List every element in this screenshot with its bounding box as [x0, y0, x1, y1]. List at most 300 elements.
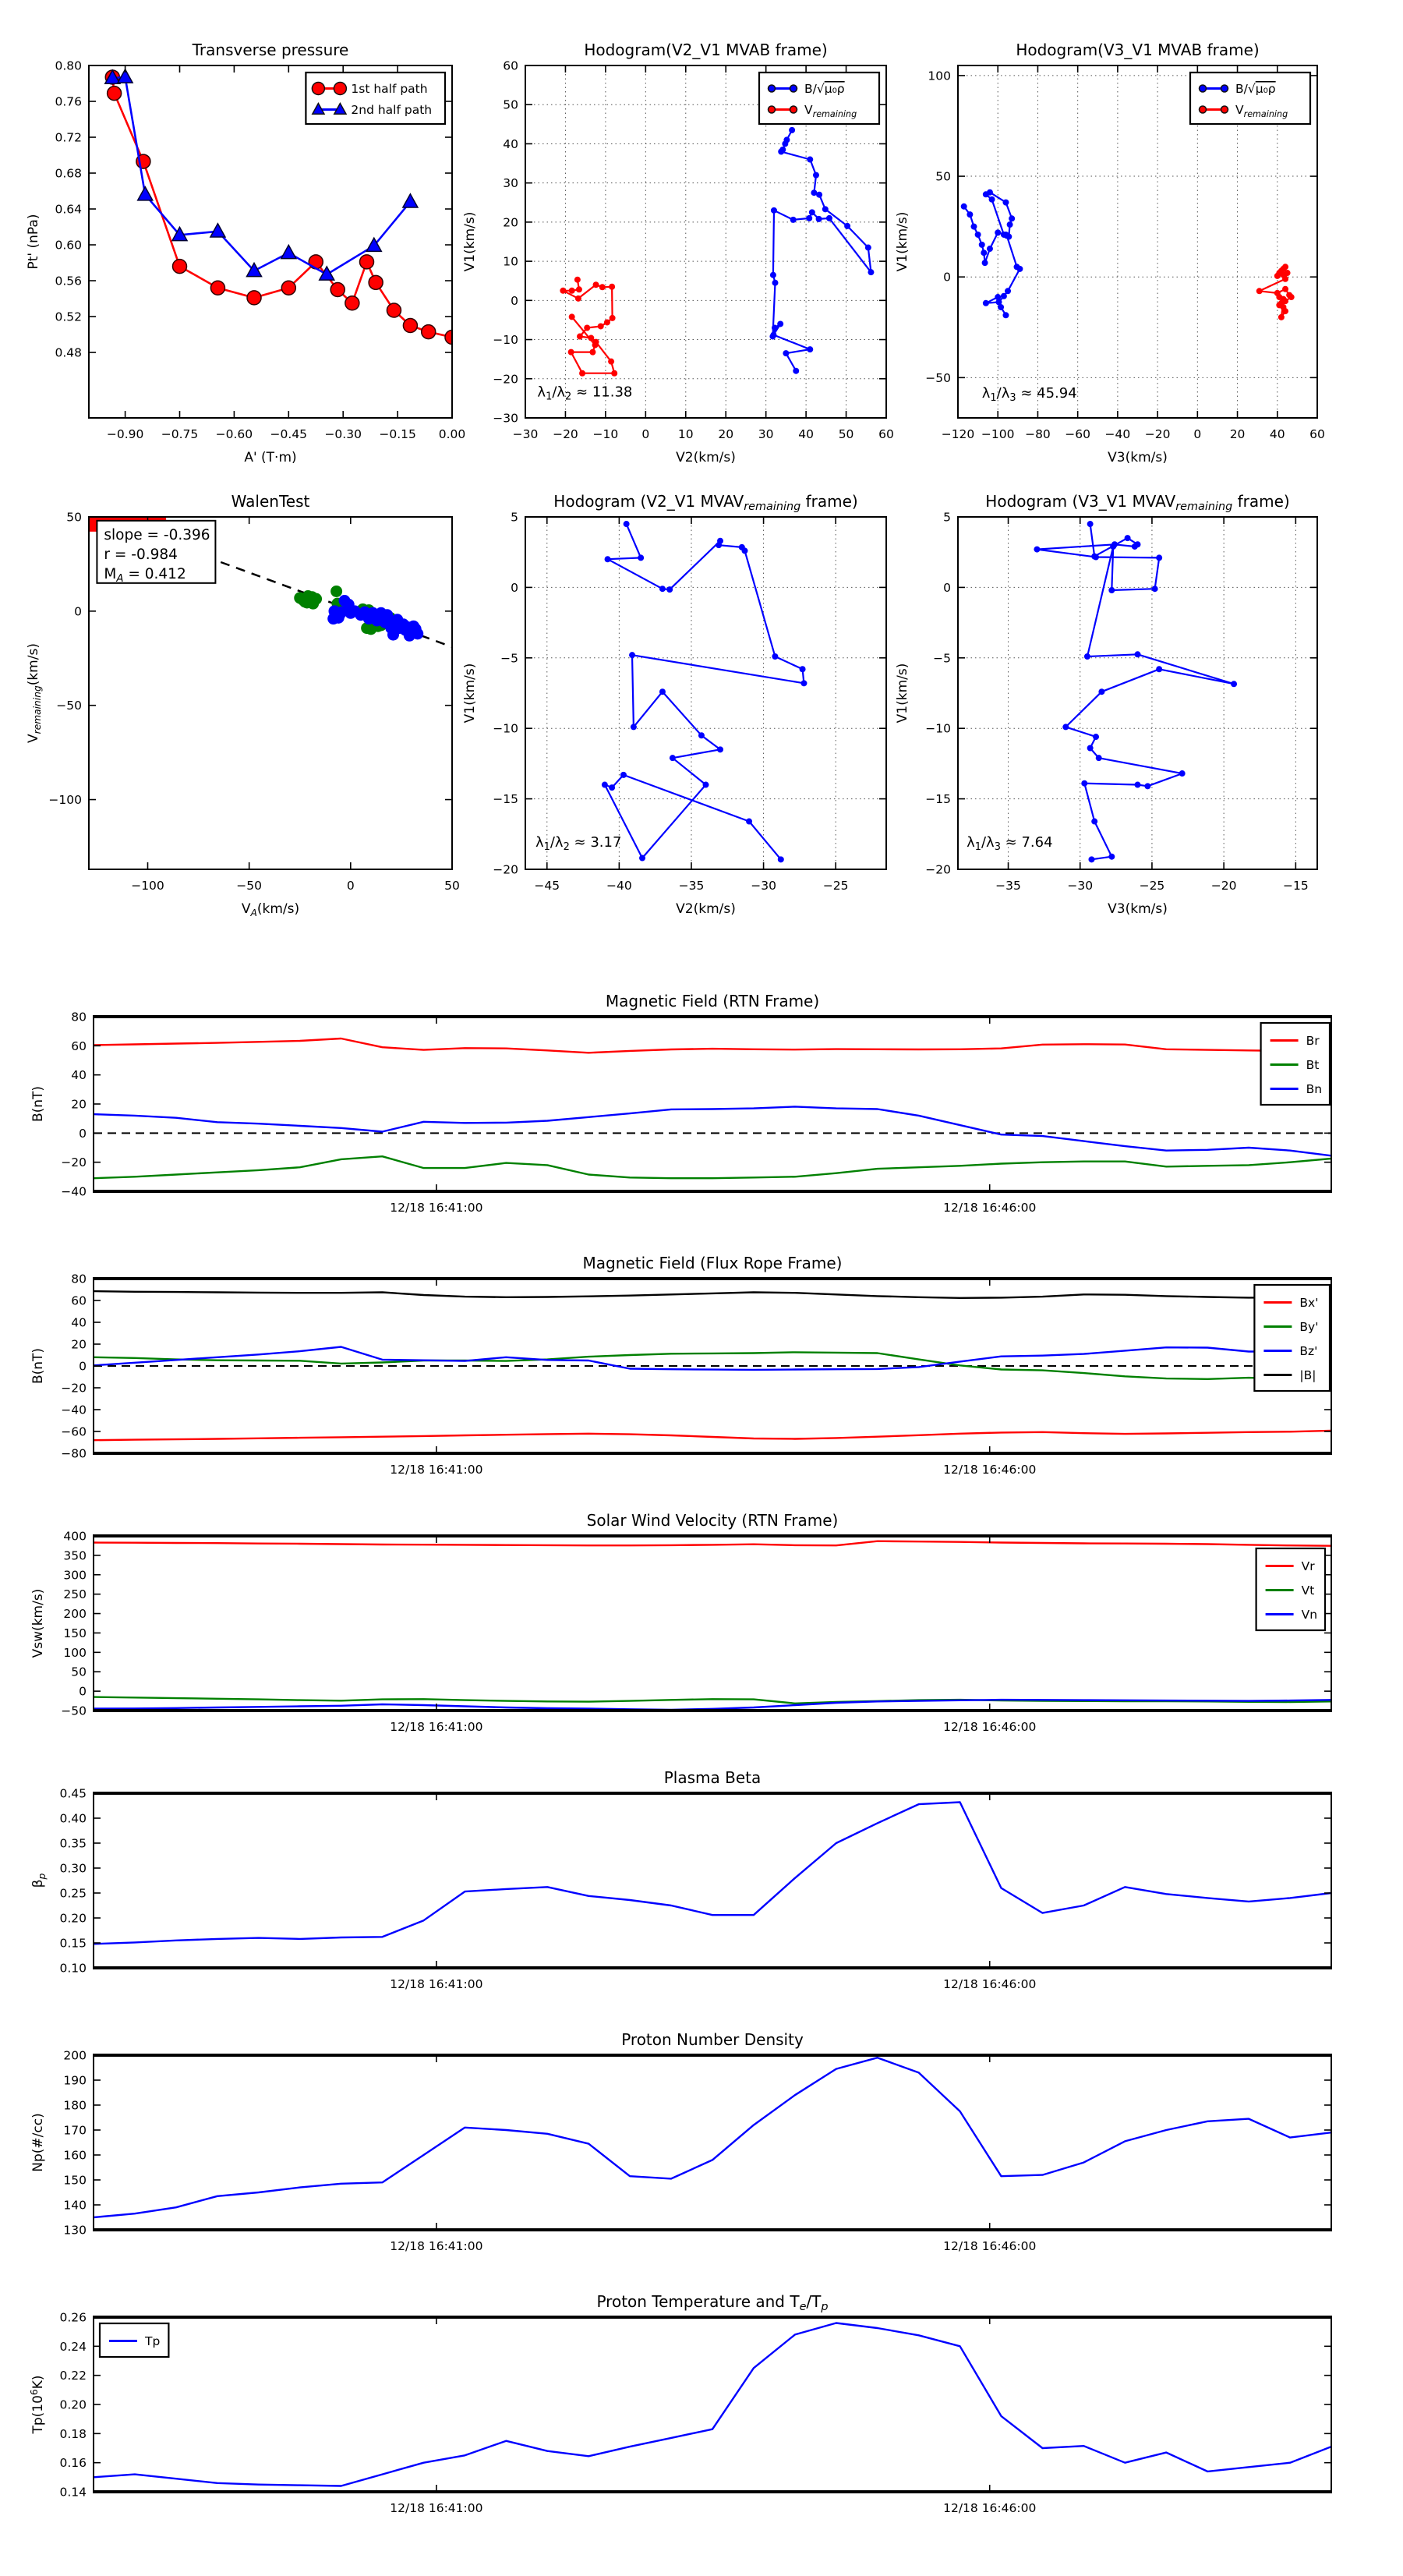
y-tick-label: 140 — [63, 2198, 87, 2213]
x-axis-label: V2(km/s) — [676, 450, 736, 465]
chart-hod_v2_mvab — [462, 41, 894, 465]
chart-b_rtn — [30, 992, 1332, 1215]
series-V_remaining — [1256, 264, 1295, 320]
data-point-marker — [1135, 651, 1141, 657]
data-point-marker — [1002, 200, 1009, 206]
data-point-marker — [609, 284, 615, 290]
data-point-marker — [698, 732, 705, 738]
series-Np — [94, 2058, 1331, 2217]
y-tick-label: 0.15 — [59, 1936, 87, 1951]
data-point-marker — [826, 215, 832, 221]
y-tick-label: 0 — [79, 1684, 87, 1699]
data-point-marker — [772, 280, 778, 286]
data-point-marker — [210, 281, 224, 295]
data-point-marker — [995, 294, 1001, 300]
y-axis-label: $V_{remaining}(km/s)$ — [26, 643, 43, 743]
y-axis-label: B(nT) — [30, 1085, 46, 1123]
chart-np — [30, 2030, 1332, 2253]
data-point-marker — [593, 281, 599, 288]
plot-frame — [94, 2055, 1331, 2230]
series-Bt — [94, 1156, 1331, 1178]
legend-label: $V_{remaining}$ — [1235, 103, 1288, 119]
data-point-marker — [1179, 770, 1186, 777]
y-tick-label: −5 — [933, 651, 951, 666]
y-tick-label: −20 — [61, 1155, 87, 1170]
chart-vsw — [30, 1511, 1332, 1734]
x-tick-label: −0.90 — [106, 427, 144, 441]
data-point-marker — [769, 85, 776, 92]
y-tick-label: −20 — [493, 862, 518, 877]
y-tick-label: 0.64 — [55, 202, 82, 217]
series-B/sqrt(mu0 rho) — [961, 189, 1023, 319]
data-point-marker — [1156, 666, 1162, 672]
legend — [1256, 1548, 1325, 1630]
chart-title: Hodogram(V3_V1 MVAB frame) — [1016, 41, 1260, 59]
x-tick-label: 12/18 16:46:00 — [943, 2501, 1037, 2515]
data-point-marker — [609, 784, 615, 791]
chart-title: Solar Wind Velocity (RTN Frame) — [586, 1511, 839, 1530]
y-tick-label: 0.24 — [59, 2339, 87, 2354]
data-point-marker — [1091, 819, 1097, 825]
data-point-marker — [716, 542, 722, 548]
plot-frame — [94, 2317, 1331, 2492]
x-tick-label: 60 — [878, 427, 894, 441]
data-point-marker — [575, 295, 581, 302]
x-tick-label: −35 — [678, 879, 705, 893]
x-tick-label: −0.75 — [161, 427, 199, 441]
chart-title: Hodogram(V2_V1 MVAB frame) — [584, 41, 828, 59]
data-point-marker — [967, 211, 973, 218]
series-Tp — [94, 2323, 1331, 2486]
y-axis-label: V1(km/s) — [462, 663, 478, 724]
data-point-marker — [569, 288, 575, 294]
data-point-marker — [1007, 221, 1013, 228]
data-point-marker — [330, 283, 345, 297]
y-tick-label: −10 — [925, 721, 951, 736]
series-beta_p — [94, 1803, 1331, 1944]
data-point-marker — [778, 148, 784, 154]
x-tick-label: 12/18 16:46:00 — [943, 1201, 1037, 1215]
series-line — [94, 2323, 1331, 2486]
data-point-marker — [281, 245, 296, 258]
x-tick-label: −60 — [1065, 427, 1091, 441]
legend-label: Vt — [1301, 1583, 1315, 1598]
x-tick-label: −120 — [941, 427, 975, 441]
y-tick-label: 0 — [943, 580, 951, 595]
chart-title: Proton Temperature and $T_e/T_p$ — [596, 2292, 829, 2313]
data-point-marker — [589, 349, 595, 356]
y-tick-label: 130 — [63, 2223, 87, 2238]
x-tick-label: 12/18 16:46:00 — [943, 1720, 1037, 1734]
legend-label: Br — [1306, 1034, 1320, 1048]
y-tick-label: 0 — [511, 293, 518, 308]
y-axis-label: $\beta_p$ — [30, 1873, 48, 1888]
x-tick-label: 0 — [1193, 427, 1202, 441]
series-line — [605, 524, 804, 859]
data-point-marker — [1108, 854, 1115, 860]
chart-hod_v3_mvab — [895, 41, 1325, 465]
y-tick-label: 0.22 — [59, 2369, 87, 2383]
legend-label: Vn — [1301, 1608, 1318, 1622]
data-point-marker — [1156, 554, 1162, 561]
y-tick-label: 0.25 — [59, 1886, 87, 1901]
data-point-marker — [789, 127, 795, 133]
data-point-marker — [987, 246, 993, 252]
x-tick-label: −25 — [1139, 879, 1165, 893]
data-point-marker — [981, 249, 987, 256]
data-point-marker — [334, 83, 346, 95]
data-point-marker — [1282, 286, 1288, 292]
data-point-marker — [659, 688, 666, 695]
data-point-marker — [778, 856, 784, 862]
data-point-marker — [576, 286, 582, 292]
legend-label: By' — [1299, 1320, 1319, 1334]
data-point-marker — [387, 303, 401, 317]
data-point-marker — [771, 207, 777, 214]
stats-line: r = -0.984 — [104, 546, 178, 563]
data-point-marker — [588, 335, 594, 341]
x-tick-label: −50 — [236, 879, 263, 893]
y-tick-label: 0.26 — [59, 2310, 87, 2325]
x-tick-label: −0.15 — [379, 427, 416, 441]
y-tick-label: −5 — [500, 651, 518, 666]
y-tick-label: −20 — [493, 372, 518, 387]
data-point-marker — [604, 319, 610, 325]
y-tick-label: −10 — [493, 721, 518, 736]
x-tick-label: 30 — [758, 427, 774, 441]
x-tick-label: 20 — [718, 427, 734, 441]
stats-line: $M_A = 0.412$ — [104, 565, 186, 585]
data-point-marker — [281, 281, 295, 295]
y-tick-label: 0.16 — [59, 2456, 87, 2471]
annotation: $\lambda_1/\lambda_2 \approx 3.17$ — [535, 834, 622, 854]
y-axis-label: V1(km/s) — [462, 211, 478, 272]
x-tick-label: 20 — [1229, 427, 1246, 441]
y-tick-label: 50 — [503, 97, 518, 112]
y-tick-label: −80 — [61, 1446, 87, 1461]
data-point-marker — [403, 319, 417, 333]
y-tick-label: −30 — [493, 411, 518, 426]
x-tick-label: 60 — [1309, 427, 1325, 441]
data-point-marker — [1081, 780, 1087, 787]
y-axis-label: Np(#/cc) — [30, 2113, 46, 2172]
y-tick-label: 350 — [63, 1548, 87, 1563]
y-tick-label: 0.45 — [59, 1786, 87, 1801]
x-axis-label: V3(km/s) — [1108, 450, 1168, 465]
series-Vr — [94, 1541, 1331, 1546]
x-tick-label: −20 — [1210, 879, 1237, 893]
data-point-marker — [599, 284, 606, 290]
x-tick-label: 12/18 16:46:00 — [943, 1463, 1037, 1477]
y-tick-label: 10 — [503, 254, 518, 269]
y-tick-label: 20 — [71, 1097, 87, 1112]
y-tick-label: 5 — [511, 510, 518, 525]
data-point-marker — [1093, 734, 1099, 740]
y-tick-label: 0.18 — [59, 2426, 87, 2441]
data-point-marker — [1152, 586, 1158, 592]
x-tick-label: −100 — [131, 879, 164, 893]
x-tick-label: −0.60 — [215, 427, 253, 441]
y-tick-label: 0 — [79, 1359, 87, 1374]
data-point-marker — [584, 324, 590, 331]
chart-pt — [26, 41, 465, 465]
x-tick-label: −30 — [751, 879, 776, 893]
chart-walen — [26, 492, 460, 918]
data-point-marker — [560, 288, 566, 294]
data-point-marker — [639, 855, 645, 862]
legend-label: 2nd half path — [351, 103, 433, 117]
data-point-marker — [1135, 782, 1141, 788]
data-point-marker — [790, 85, 797, 92]
x-tick-label: −20 — [553, 427, 578, 441]
y-tick-label: 0.60 — [55, 238, 82, 253]
series-line — [94, 2058, 1331, 2217]
x-tick-label: −40 — [1104, 427, 1131, 441]
data-point-marker — [979, 242, 985, 248]
legend — [1190, 73, 1310, 124]
data-point-marker — [806, 215, 812, 221]
data-point-marker — [1001, 293, 1007, 299]
data-point-marker — [1288, 294, 1295, 300]
series-line — [964, 193, 1020, 316]
legend — [759, 73, 879, 124]
y-tick-label: 50 — [71, 1665, 87, 1679]
y-tick-label: −20 — [925, 862, 951, 877]
data-point-marker — [309, 255, 323, 269]
series-B/sqrt(mu0 rho) — [769, 127, 874, 374]
x-tick-label: 50 — [444, 879, 460, 893]
chart-title: WalenTest — [231, 492, 310, 511]
data-point-marker — [1231, 681, 1237, 687]
x-tick-label: −20 — [1144, 427, 1171, 441]
legend-label: Tp — [145, 2334, 161, 2348]
data-point-marker — [982, 260, 988, 266]
y-tick-label: 400 — [63, 1529, 87, 1544]
x-tick-label: 40 — [798, 427, 814, 441]
data-point-marker — [813, 172, 819, 179]
series-line — [94, 1039, 1331, 1053]
chart-hod_v2_mvav — [462, 492, 886, 917]
y-tick-label: 250 — [63, 1587, 87, 1602]
x-tick-label: 12/18 16:41:00 — [390, 1463, 483, 1477]
x-tick-label: 0 — [346, 879, 355, 893]
data-point-marker — [1125, 535, 1131, 541]
data-point-marker — [610, 315, 616, 321]
y-tick-label: 200 — [63, 1607, 87, 1622]
data-point-marker — [844, 223, 850, 229]
data-point-marker — [620, 772, 627, 778]
y-tick-label: 40 — [71, 1068, 87, 1083]
data-point-marker — [1098, 688, 1104, 695]
x-tick-label: 10 — [677, 427, 694, 441]
chart-title: Magnetic Field (RTN Frame) — [605, 992, 820, 1010]
series-line — [94, 1700, 1331, 1710]
y-tick-label: 80 — [71, 1010, 87, 1024]
data-point-marker — [1282, 276, 1288, 282]
series-line — [94, 1291, 1331, 1298]
x-tick-label: −25 — [822, 879, 849, 893]
data-point-marker — [1256, 288, 1263, 294]
x-axis-label: V3(km/s) — [1108, 901, 1168, 917]
data-point-marker — [1088, 856, 1094, 862]
y-tick-label: −10 — [493, 333, 518, 348]
data-point-marker — [1087, 745, 1094, 752]
data-point-marker — [359, 255, 373, 269]
series-B path — [602, 521, 808, 862]
data-point-marker — [983, 191, 989, 197]
series-Bx' — [94, 1431, 1331, 1440]
data-point-marker — [568, 349, 574, 356]
data-point-marker — [868, 269, 874, 275]
data-point-marker — [330, 586, 342, 597]
y-tick-label: 30 — [503, 176, 518, 191]
data-point-marker — [670, 755, 676, 761]
plot-frame — [525, 517, 886, 869]
y-tick-label: 0 — [79, 1126, 87, 1141]
data-point-marker — [770, 272, 776, 278]
data-point-marker — [1221, 106, 1228, 113]
data-point-marker — [769, 106, 776, 113]
data-point-marker — [1274, 273, 1281, 279]
data-point-marker — [659, 586, 666, 592]
data-point-marker — [638, 554, 644, 561]
series-B path — [1034, 521, 1237, 862]
y-tick-label: 40 — [503, 136, 518, 151]
legend-label: B/√μ₀ρ — [1235, 82, 1276, 96]
data-point-marker — [989, 196, 995, 203]
data-point-marker — [173, 260, 187, 274]
x-tick-label: 12/18 16:41:00 — [390, 2239, 483, 2253]
y-axis-label: Pt' (nPa) — [26, 214, 41, 270]
legend-label: Vr — [1301, 1559, 1315, 1573]
series-V_remaining — [560, 277, 617, 377]
data-point-marker — [816, 192, 822, 198]
annotation: $\lambda_1/\lambda_3 \approx 7.64$ — [967, 834, 1053, 854]
series-line — [94, 1431, 1331, 1440]
y-tick-label: 100 — [928, 69, 951, 83]
data-point-marker — [611, 370, 617, 377]
data-point-marker — [1002, 312, 1009, 318]
data-point-marker — [790, 217, 797, 223]
chart-title: Hodogram (V3_V1 $MVAV_{remaining}$ frame) — [985, 492, 1290, 513]
series-Vn — [94, 1700, 1331, 1710]
y-tick-label: 60 — [503, 58, 518, 73]
y-tick-label: 0.35 — [59, 1836, 87, 1851]
x-tick-label: 12/18 16:41:00 — [390, 1977, 483, 1991]
data-point-marker — [312, 83, 324, 95]
data-point-marker — [998, 304, 1004, 310]
data-point-marker — [1200, 85, 1207, 92]
plot-frame — [94, 1793, 1331, 1968]
data-point-marker — [1110, 543, 1116, 550]
y-tick-label: 0.56 — [55, 274, 82, 288]
plot-frame — [94, 1017, 1331, 1191]
y-axis-label: Vsw(km/s) — [30, 1588, 46, 1658]
y-tick-label: −50 — [925, 370, 951, 385]
data-point-marker — [1144, 783, 1150, 789]
data-point-marker — [592, 342, 599, 349]
x-tick-label: −40 — [606, 879, 632, 893]
x-tick-label: 12/18 16:46:00 — [943, 1977, 1037, 1991]
data-point-marker — [995, 229, 1001, 235]
y-tick-label: 0 — [943, 270, 951, 285]
y-tick-label: 20 — [71, 1337, 87, 1352]
y-tick-label: 40 — [71, 1315, 87, 1330]
x-tick-label: −30 — [512, 427, 539, 441]
y-tick-label: 150 — [63, 1626, 87, 1640]
data-point-marker — [1132, 543, 1138, 550]
chart-hod_v3_mvav — [895, 492, 1317, 917]
legend-label: Bx' — [1299, 1296, 1319, 1310]
series-line — [94, 1541, 1331, 1546]
x-tick-label: 0.00 — [438, 427, 466, 441]
x-tick-label: −30 — [1067, 879, 1094, 893]
data-point-marker — [961, 203, 967, 210]
data-point-marker — [793, 368, 799, 374]
y-tick-label: −60 — [61, 1424, 87, 1439]
data-point-marker — [629, 652, 635, 658]
data-point-marker — [777, 320, 783, 327]
x-tick-label: −80 — [1025, 427, 1051, 441]
data-point-marker — [598, 323, 604, 329]
data-point-marker — [1009, 215, 1015, 221]
data-point-marker — [1062, 724, 1069, 730]
legend — [1261, 1023, 1330, 1105]
chart-title: Plasma Beta — [663, 1768, 762, 1787]
legend-label: $V_{remaining}$ — [804, 103, 857, 119]
data-point-marker — [624, 521, 630, 527]
series-line — [94, 1156, 1331, 1178]
y-tick-label: 60 — [71, 1293, 87, 1308]
plot-frame — [94, 1536, 1331, 1711]
data-point-marker — [422, 325, 436, 339]
data-point-marker — [816, 216, 822, 222]
x-tick-label: −100 — [981, 427, 1015, 441]
data-point-marker — [822, 206, 829, 212]
x-tick-label: 12/18 16:46:00 — [943, 2239, 1037, 2253]
series-Br — [94, 1039, 1331, 1053]
y-tick-label: 0.72 — [55, 130, 82, 145]
data-point-marker — [970, 224, 977, 230]
data-point-marker — [310, 593, 322, 605]
data-point-marker — [1034, 547, 1040, 553]
x-axis-label: A' (T·m) — [244, 450, 297, 465]
series-line — [772, 130, 871, 371]
data-point-marker — [807, 346, 813, 352]
y-tick-label: 0.52 — [55, 310, 82, 324]
data-point-marker — [746, 819, 752, 825]
data-point-marker — [579, 370, 585, 377]
data-point-marker — [1005, 288, 1011, 294]
y-tick-label: 0.40 — [59, 1811, 87, 1826]
data-point-marker — [1278, 314, 1285, 320]
y-tick-label: 60 — [71, 1039, 87, 1053]
data-point-marker — [369, 275, 383, 289]
y-tick-label: 300 — [63, 1568, 87, 1583]
chart-title: Proton Number Density — [621, 2030, 804, 2049]
data-point-marker — [782, 140, 788, 147]
y-tick-label: 0.80 — [55, 58, 82, 73]
y-tick-label: 0 — [511, 580, 518, 595]
chart-title: Magnetic Field (Flux Rope Frame) — [582, 1254, 843, 1272]
series-blue dots — [327, 595, 423, 642]
stats-line: slope = -0.396 — [104, 526, 210, 543]
data-point-marker — [108, 87, 122, 101]
data-point-marker — [666, 586, 673, 593]
y-tick-label: 0.48 — [55, 345, 82, 360]
x-tick-label: 50 — [838, 427, 854, 441]
x-tick-label: −15 — [1282, 879, 1309, 893]
